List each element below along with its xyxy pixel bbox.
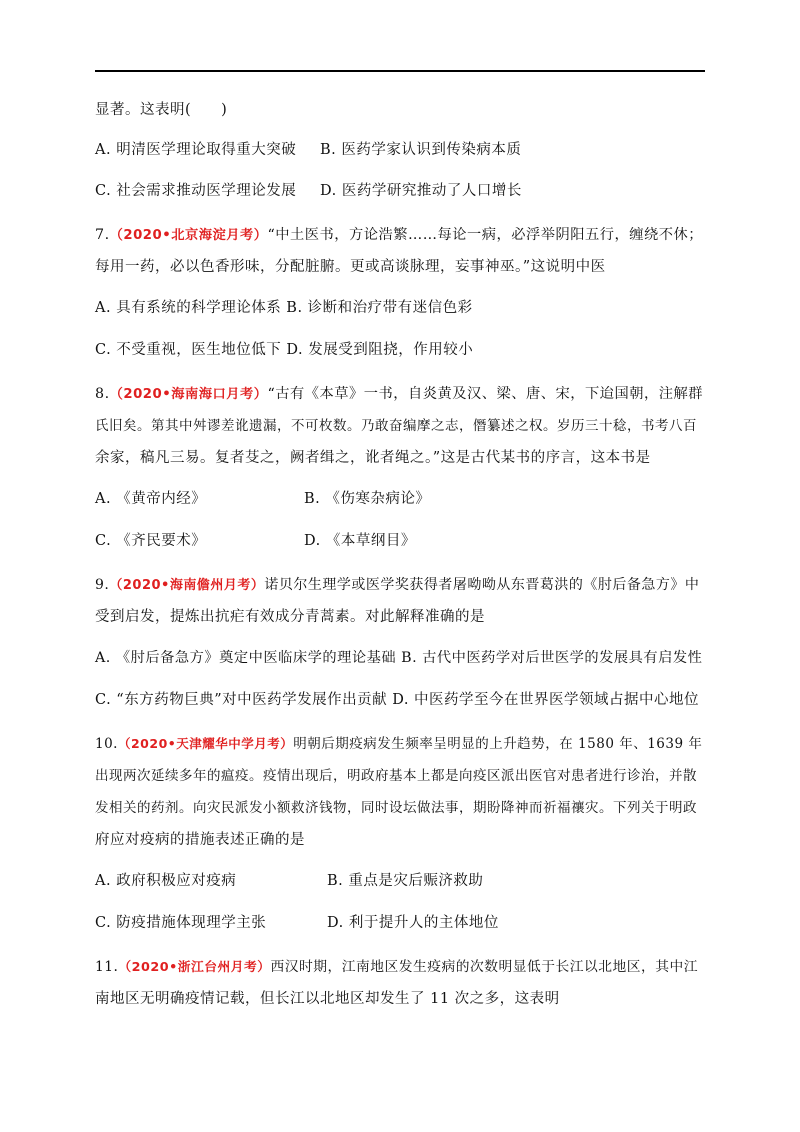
q7-options-ab: A. 具有系统的科学理论体系 B. 诊断和治疗带有迷信色彩 bbox=[95, 300, 473, 316]
q8-option-d: D. 《本草纲目》 bbox=[304, 533, 416, 549]
q10-option-a: A. 政府积极应对疫病 bbox=[95, 873, 237, 889]
q10-option-c: C. 防疫措施体现理学主张 bbox=[95, 915, 267, 931]
q9-stem-line2: 受到启发，提炼出抗疟有效成分青蒿素。对此解释准确的是 bbox=[95, 609, 485, 625]
q10-number: 10. bbox=[95, 736, 118, 752]
q8-option-b: B. 《伤寒杂病论》 bbox=[304, 491, 431, 507]
q10-stem-line3: 发相关的药剂。向灾民派发小额救济钱物，同时设坛做法事，期盼降神而祈福禳灾。下列关于明政 bbox=[95, 800, 697, 816]
q10-options-ab bbox=[95, 871, 483, 891]
q7-stem-line1 bbox=[95, 225, 703, 246]
q6-options-ab bbox=[95, 140, 521, 160]
q7-options-cd: C. 不受重视，医生地位低下 D. 发展受到阻挠，作用较小 bbox=[95, 342, 474, 358]
q6-options-cd bbox=[95, 181, 522, 201]
q9-source-tag: （2020•海南儋州月考） bbox=[109, 578, 265, 593]
q8-stem-text: “古有《本草》一书，自炎黄及汉、梁、唐、宋，下迨国朝，注解群 bbox=[267, 386, 704, 402]
q11-number: 11. bbox=[95, 959, 119, 975]
q8-stem-line1 bbox=[95, 384, 703, 405]
q8-stem-line3: 余家，稿凡三易。复者芟之，阙者缉之，讹者绳之。”这是古代某书的序言，这本书是 bbox=[95, 450, 651, 466]
q6-option-d: D. 医药学研究推动了人口增长 bbox=[320, 183, 522, 199]
q9-options-ab: A. 《肘后备急方》奠定中医临床学的理论基础 B. 古代中医药学对后世医学的发展具有启发性 bbox=[95, 650, 703, 666]
q10-option-b: B. 重点是灾后赈济救助 bbox=[327, 873, 484, 889]
q7-stem-text: “中土医书，方论浩繁……每论一病，必浮举阴阳五行，缠绕不休； bbox=[267, 227, 704, 243]
q8-stem-line2: 氏旧矣。第其中舛谬差讹遗漏，不可枚数。乃敢奋编摩之志，僭纂述之权。岁历三十稔，书考八百 bbox=[95, 418, 697, 434]
q11-stem-text: 西汉时期，江南地区发生疫病的次数明显低于长江以北地区，其中江 bbox=[270, 959, 699, 975]
q10-stem-line1 bbox=[95, 734, 702, 754]
q10-source-tag: （2020•天津耀华中学月考） bbox=[117, 736, 294, 751]
q11-source-tag: （2020•浙江台州月考） bbox=[118, 960, 271, 975]
q8-source-tag: （2020•海南海口月考） bbox=[109, 387, 268, 402]
q10-stem-line4: 府应对疫病的措施表述正确的是 bbox=[95, 832, 305, 848]
q10-stem-text: 明朝后期疫病发生频率呈明显的上升趋势，在 1580 年、1639 年 bbox=[293, 736, 703, 752]
q11-stem-line1 bbox=[95, 957, 698, 978]
q9-stem-line1 bbox=[95, 575, 699, 596]
q10-stem-line2: 出现两次延续多年的瘟疫。疫情出现后，明政府基本上都是向疫区派出医官对患者进行诊治，并散 bbox=[95, 768, 697, 784]
q6-option-a: A. 明清医学理论取得重大突破 bbox=[95, 142, 297, 158]
q10-option-d: D. 利于提升人的主体地位 bbox=[327, 915, 499, 931]
q8-options-ab bbox=[95, 489, 430, 509]
q7-stem-line2: 每用一药，必以色香形味，分配脏腑。更或高谈脉理，妄事神巫。”这说明中医 bbox=[95, 259, 606, 275]
q9-number: 9. bbox=[95, 577, 110, 593]
q9-stem-text: 诺贝尔生理学或医学奖获得者屠呦呦从东晋葛洪的《肘后备急方》中 bbox=[264, 577, 700, 593]
q11-stem-line2: 南地区无明确疫情记载，但长江以北地区却发生了 11 次之多，这表明 bbox=[95, 991, 560, 1007]
q8-option-a: A. 《黄帝内经》 bbox=[95, 491, 207, 507]
q8-number: 8. bbox=[95, 386, 110, 402]
q8-options-cd bbox=[95, 531, 416, 551]
q6-option-c: C. 社会需求推动医学理论发展 bbox=[95, 183, 297, 199]
q10-options-cd bbox=[95, 913, 499, 933]
q7-source-tag: （2020•北京海淀月考） bbox=[109, 228, 268, 243]
q9-options-cd: C. “东方药物巨典”对中医药学发展作出贡献 D. 中医药学至今在世界医学领域占据中心地位 bbox=[95, 692, 700, 708]
q6-stem-tail: 显著。这表明( ) bbox=[95, 102, 228, 118]
q6-option-b: B. 医药学家认识到传染病本质 bbox=[320, 142, 522, 158]
q7-number: 7. bbox=[95, 227, 110, 243]
header-rule bbox=[95, 70, 705, 72]
q8-option-c: C. 《齐民要术》 bbox=[95, 533, 207, 549]
